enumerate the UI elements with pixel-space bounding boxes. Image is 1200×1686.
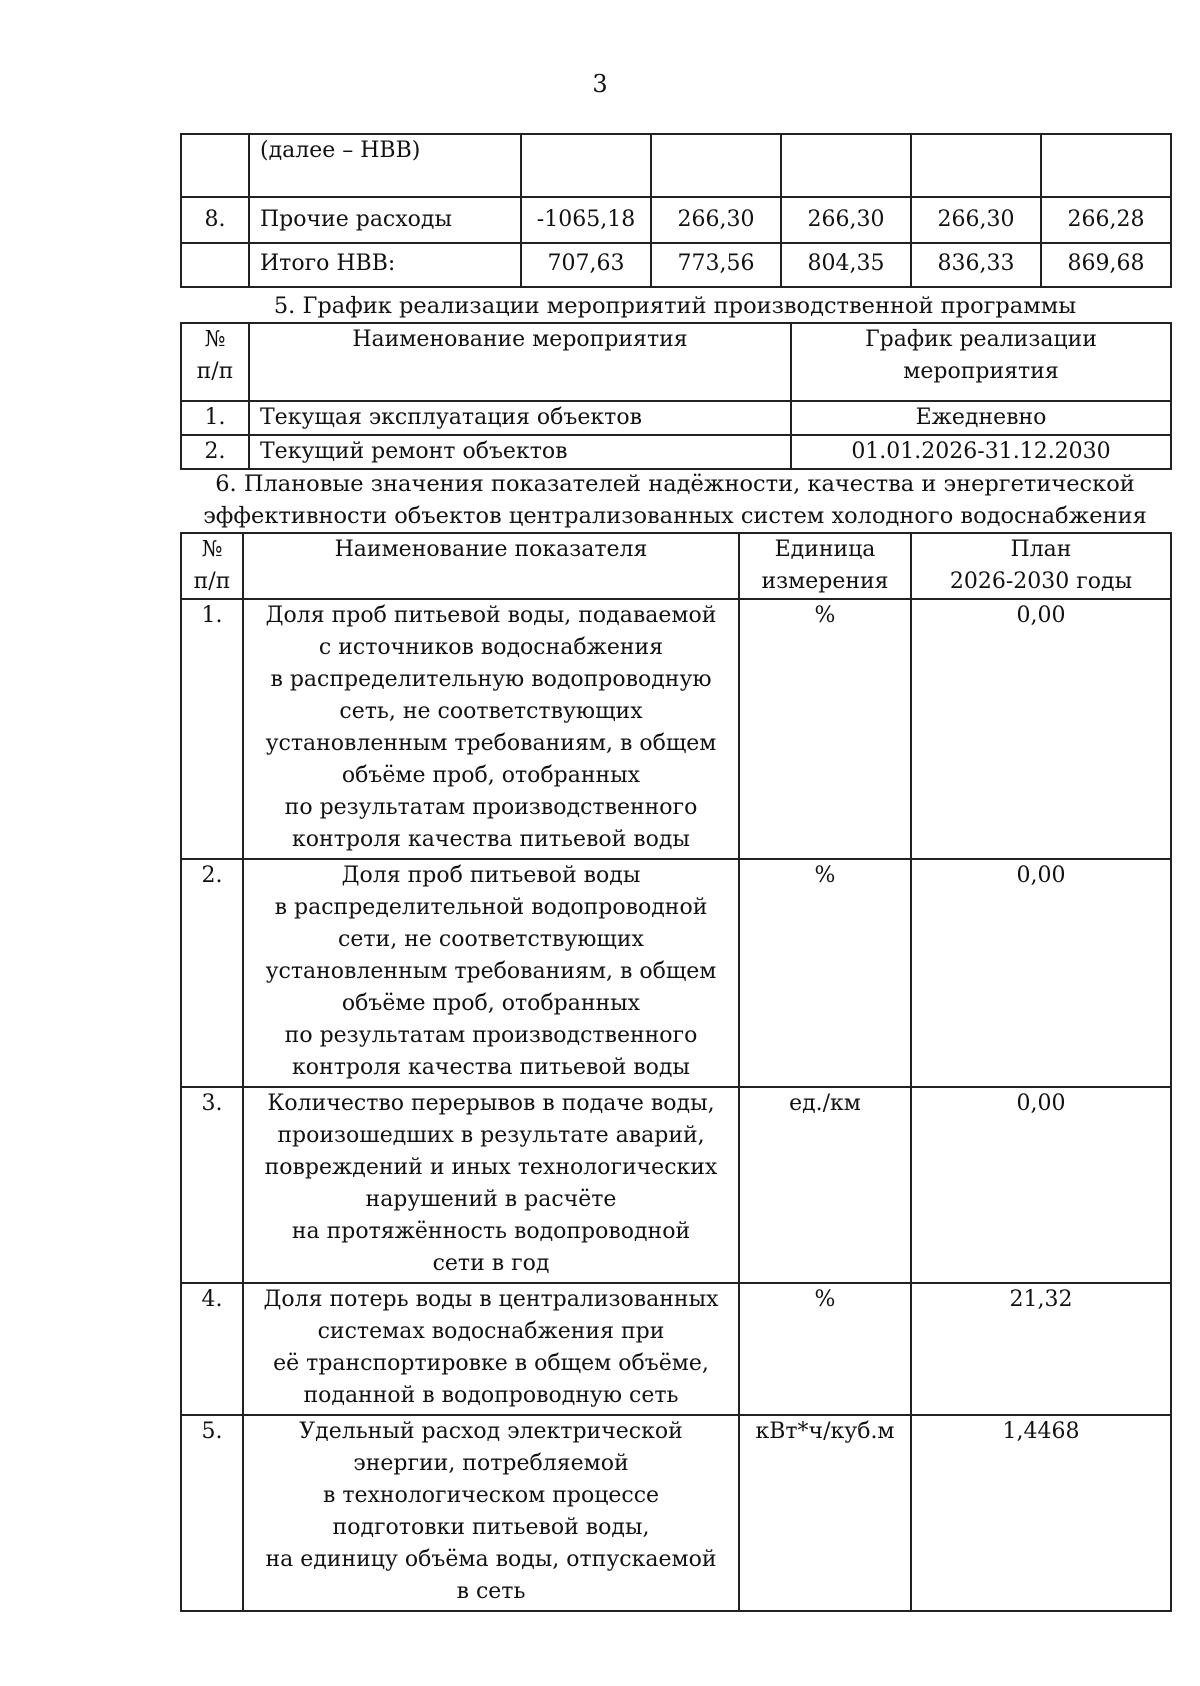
row-number: 4. [181,1283,243,1415]
row-number: 1. [181,401,249,435]
indicator-plan: 21,32 [911,1283,1171,1415]
event-schedule: Ежедневно [791,401,1171,435]
header-number: № п/п [181,323,249,401]
value-cell: 804,35 [781,243,911,287]
table-header-row [181,533,1171,599]
table-row [181,435,1171,469]
table-row [181,134,1171,197]
row-number: 2. [181,435,249,469]
table-row [181,1415,1171,1611]
indicators-table [180,532,1172,1612]
value-cell: 836,33 [911,243,1041,287]
table-row [181,197,1171,243]
nvv-table [180,133,1172,288]
header-event-name: Наименование мероприятия [249,323,791,401]
indicator-name: Удельный расход электрической энергии, потребляемой в технологическом процессе подготовки питьевой воды, на единицу объёма воды, отпускаемой в сеть [243,1415,739,1611]
value-cell: 266,30 [651,197,781,243]
value-cell: 869,68 [1041,243,1171,287]
indicator-name: Количество перерывов в подаче воды, произошедших в результате аварий, повреждений и иных технологических нарушений в расчёте на протяжённость водопроводной сети в год [243,1087,739,1283]
indicator-plan: 1,4468 [911,1415,1171,1611]
indicator-plan: 0,00 [911,599,1171,859]
row-number: 2. [181,859,243,1087]
header-number: № п/п [181,533,243,599]
header-plan: План 2026-2030 годы [911,533,1171,599]
value-cell [911,134,1041,197]
value-cell: 707,63 [521,243,651,287]
indicator-plan: 0,00 [911,1087,1171,1283]
event-schedule: 01.01.2026-31.12.2030 [791,435,1171,469]
value-cell: 266,28 [1041,197,1171,243]
value-cell [781,134,911,197]
event-name: Текущая эксплуатация объектов [249,401,791,435]
row-number: 1. [181,599,243,859]
indicator-name: Доля проб питьевой воды, подаваемой с источников водоснабжения в распределительную водопроводную сеть, не соответствующих установленным требованиям, в общем объёме проб, отобранных по результатам производственного контроля качества питьевой воды [243,599,739,859]
value-cell: 266,30 [911,197,1041,243]
row-number [181,134,249,197]
expense-name: (далее – НВВ) [249,134,521,197]
row-number: 5. [181,1415,243,1611]
table-row [181,599,1171,859]
table-row [181,859,1171,1087]
expense-name: Итого НВВ: [249,243,521,287]
indicator-name: Доля проб питьевой воды в распределительной водопроводной сети, не соответствующих установленным требованиям, в общем объёме проб, отобранных по результатам производственного контроля качества питьевой воды [243,859,739,1087]
page-number: 3 [592,70,608,98]
section6-title: 6. Плановые значения показателей надёжности, качества и энергетической эффективности объектов централизованных систем холодного водоснабжения [203,471,1147,529]
indicator-plan: 0,00 [911,859,1171,1087]
event-name: Текущий ремонт объектов [249,435,791,469]
indicator-unit: % [739,1283,911,1415]
value-cell [651,134,781,197]
schedule-table [180,322,1172,470]
row-number: 3. [181,1087,243,1283]
table-row [181,401,1171,435]
header-indicator-name: Наименование показателя [243,533,739,599]
table-row [181,243,1171,287]
value-cell: -1065,18 [521,197,651,243]
value-cell: 266,30 [781,197,911,243]
indicator-unit: % [739,859,911,1087]
value-cell [1041,134,1171,197]
row-number: 8. [181,197,249,243]
table-header-row [181,323,1171,401]
header-unit: Единица измерения [739,533,911,599]
section5-title: 5. График реализации мероприятий производственной программы [273,293,1077,319]
expense-name: Прочие расходы [249,197,521,243]
value-cell [521,134,651,197]
indicator-name: Доля потерь воды в централизованных системах водоснабжения при её транспортировке в общем объёме, поданной в водопроводную сеть [243,1283,739,1415]
table-row [181,1087,1171,1283]
value-cell: 773,56 [651,243,781,287]
table-row [181,1283,1171,1415]
row-number [181,243,249,287]
indicator-unit: % [739,599,911,859]
header-schedule: График реализации мероприятия [791,323,1171,401]
indicator-unit: ед./км [739,1087,911,1283]
indicator-unit: кВт*ч/куб.м [739,1415,911,1611]
